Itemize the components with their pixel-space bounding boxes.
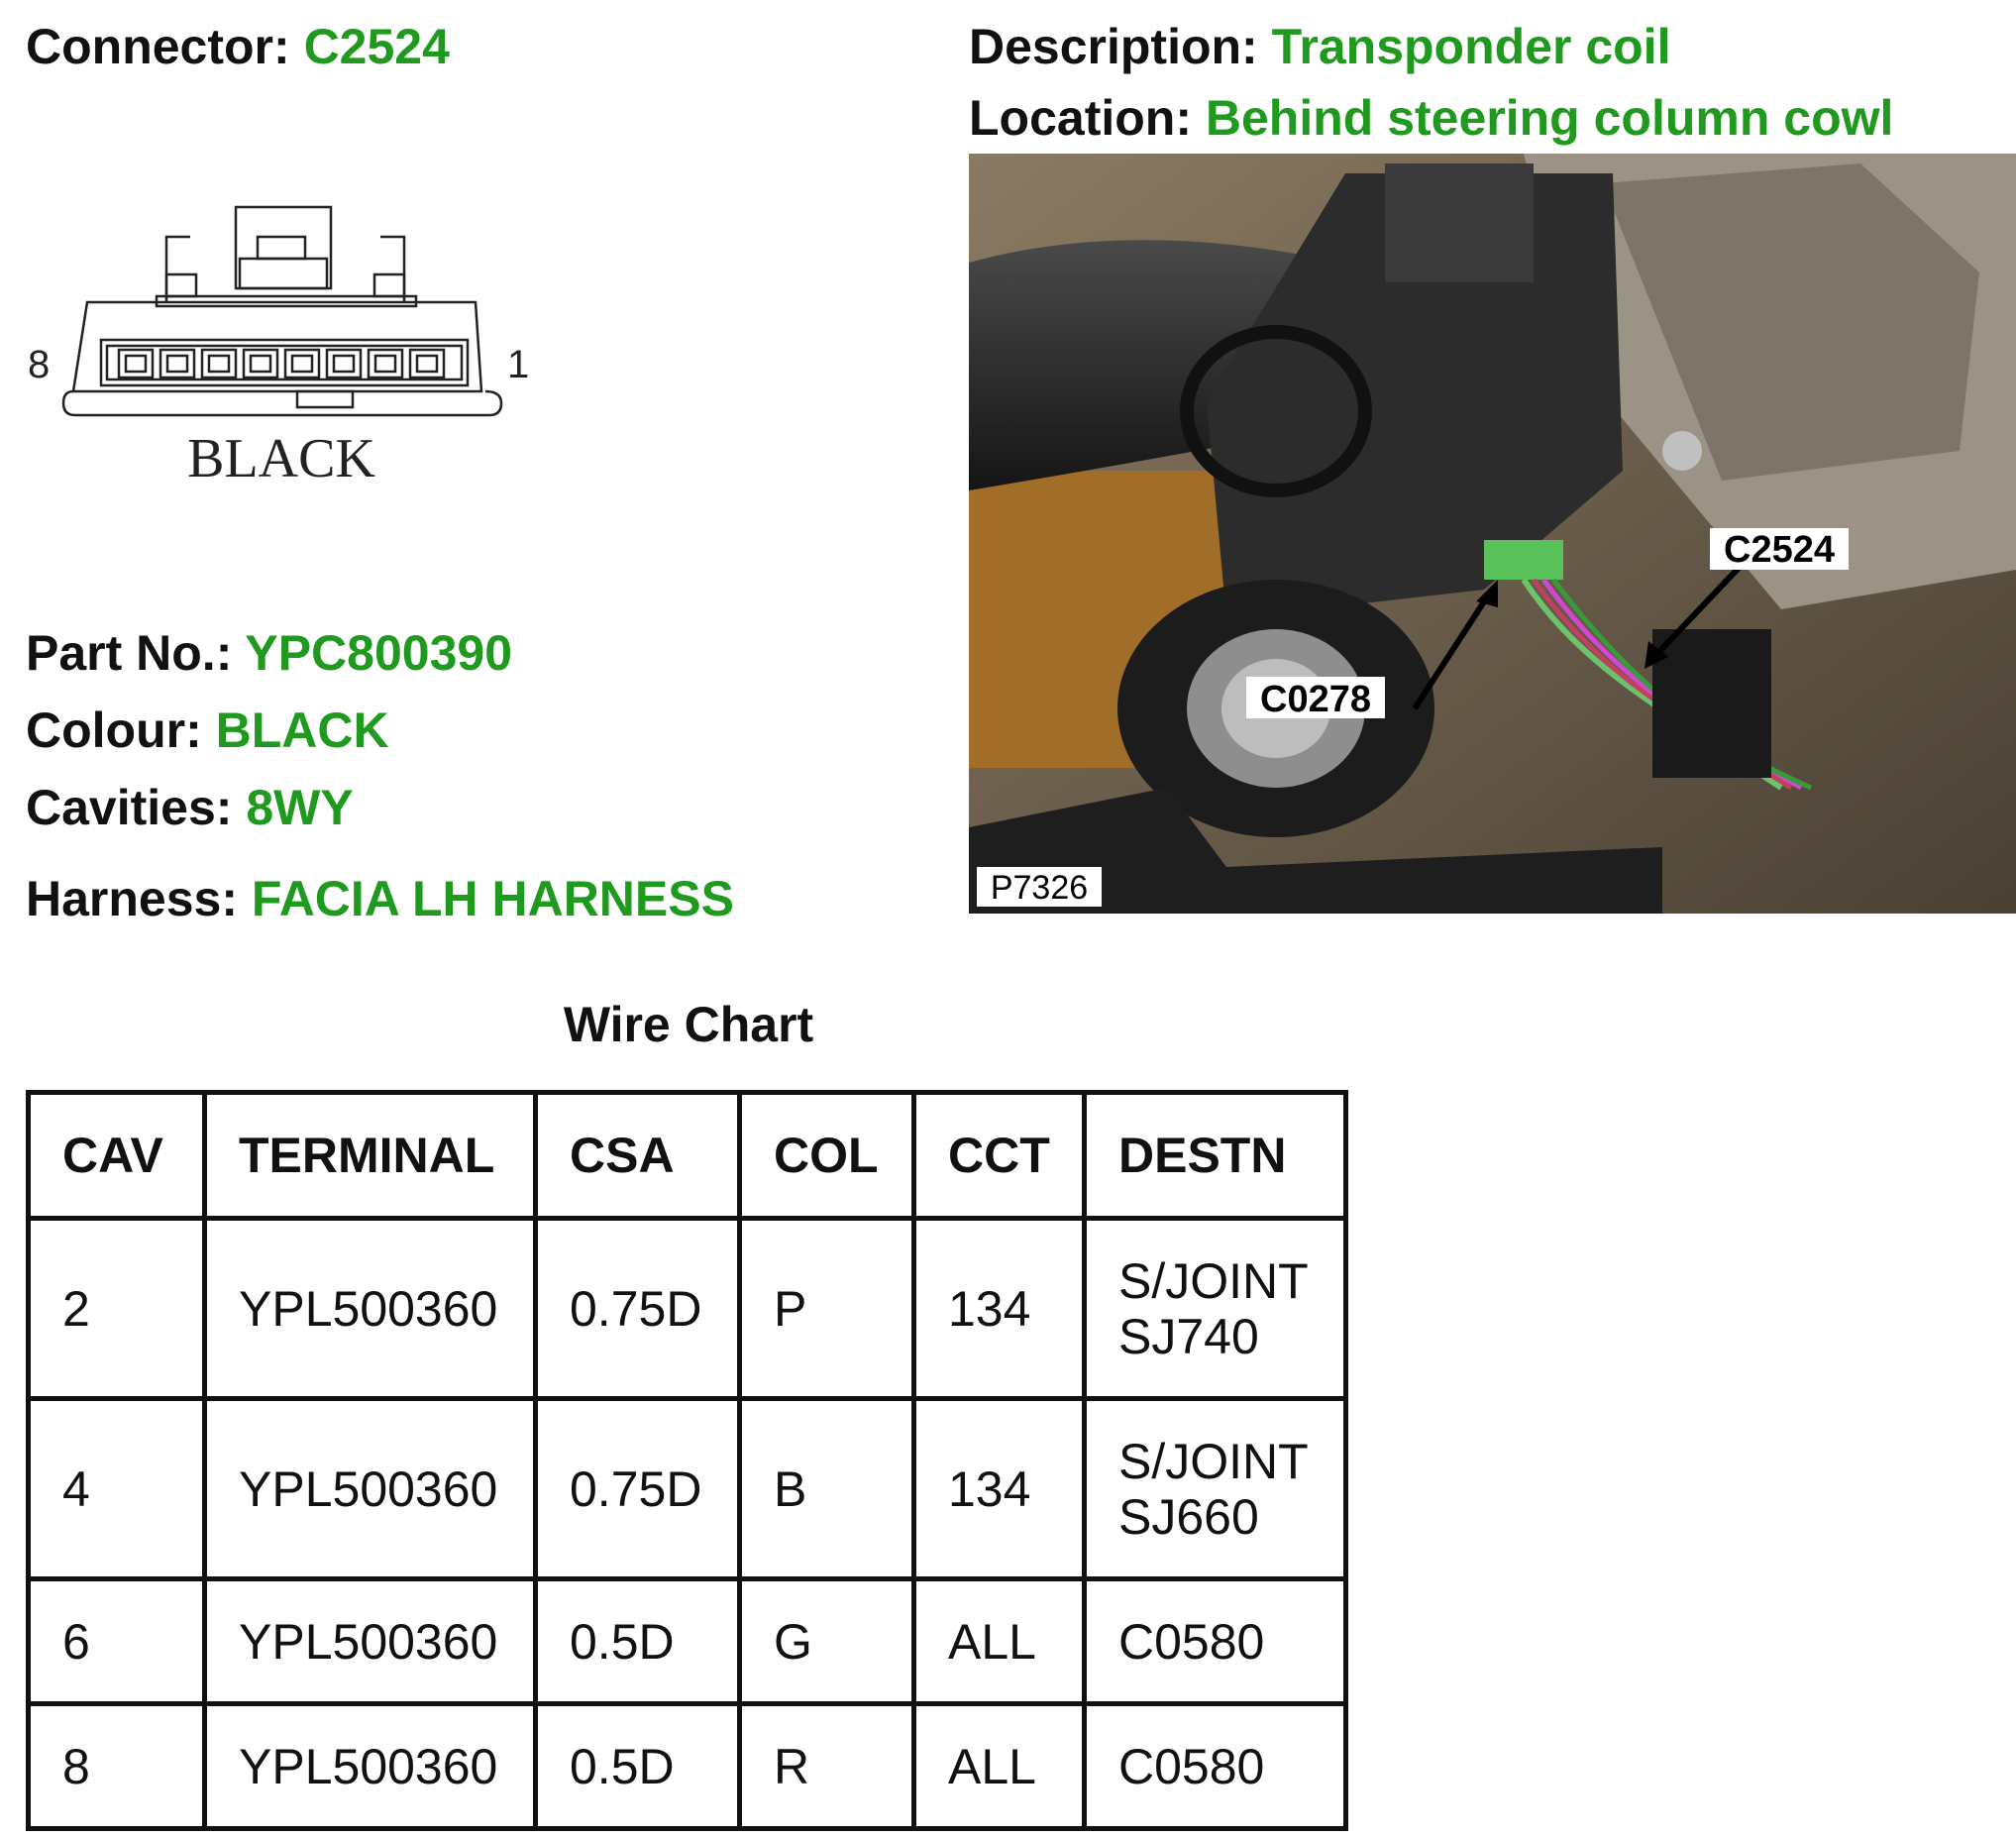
cell-col: R <box>740 1704 914 1829</box>
cell-col: P <box>740 1219 914 1399</box>
cell-csa: 0.5D <box>536 1579 740 1704</box>
description-field <box>969 18 1670 75</box>
cell-csa: 0.75D <box>536 1219 740 1399</box>
location-photo <box>969 154 2016 914</box>
colour-field <box>26 702 389 759</box>
description-label: Description: <box>969 19 1258 74</box>
cell-cct: 134 <box>914 1399 1085 1579</box>
col-header-col: COL <box>740 1093 914 1219</box>
photo-ref: P7326 <box>990 869 1089 907</box>
connector-field <box>26 18 450 75</box>
connector-face-diagram <box>20 193 575 500</box>
table-header-row <box>29 1093 1346 1219</box>
cell-destn: C0580 <box>1085 1579 1346 1704</box>
col-header-csa: CSA <box>536 1093 740 1219</box>
cell-col: B <box>740 1399 914 1579</box>
callout-c2524: C2524 <box>1724 529 1835 571</box>
cell-cct: 134 <box>914 1219 1085 1399</box>
col-header-terminal: TERMINAL <box>205 1093 536 1219</box>
diagram-colour-label: BLACK <box>187 428 375 489</box>
wire-chart-title: Wire Chart <box>563 997 814 1052</box>
col-header-cav: CAV <box>29 1093 205 1219</box>
cell-csa: 0.5D <box>536 1704 740 1829</box>
harness-field <box>26 870 734 927</box>
colour-value: BLACK <box>215 703 389 758</box>
cell-terminal: YPL500360 <box>205 1579 536 1704</box>
cell-cct: ALL <box>914 1704 1085 1829</box>
cavities-label: Cavities: <box>26 780 233 835</box>
part-no-label: Part No.: <box>26 625 233 681</box>
cell-terminal: YPL500360 <box>205 1219 536 1399</box>
cell-cct: ALL <box>914 1579 1085 1704</box>
part-no-value: YPC800390 <box>245 625 513 681</box>
col-header-cct: CCT <box>914 1093 1085 1219</box>
harness-label: Harness: <box>26 871 238 926</box>
cell-destn: S/JOINT SJ660 <box>1085 1399 1346 1579</box>
table-row <box>29 1579 1346 1704</box>
table-row <box>29 1399 1346 1579</box>
harness-value: FACIA LH HARNESS <box>251 871 734 926</box>
colour-label: Colour: <box>26 703 202 758</box>
cell-terminal: YPL500360 <box>205 1399 536 1579</box>
cell-col: G <box>740 1579 914 1704</box>
connector-value: C2524 <box>303 19 450 74</box>
cell-cav: 8 <box>29 1704 205 1829</box>
cell-destn: S/JOINT SJ740 <box>1085 1219 1346 1399</box>
connector-label: Connector: <box>26 19 290 74</box>
cell-cav: 4 <box>29 1399 205 1579</box>
description-value: Transponder coil <box>1271 19 1671 74</box>
cell-cav: 2 <box>29 1219 205 1399</box>
cell-cav: 6 <box>29 1579 205 1704</box>
cell-csa: 0.75D <box>536 1399 740 1579</box>
col-header-destn: DESTN <box>1085 1093 1346 1219</box>
pin-1-label: 1 <box>507 343 530 386</box>
cavities-value: 8WY <box>246 780 354 835</box>
pin-8-label: 8 <box>28 343 51 386</box>
location-label: Location: <box>969 90 1192 146</box>
callout-c0278: C0278 <box>1260 679 1371 720</box>
cell-destn: C0580 <box>1085 1704 1346 1829</box>
cavities-field <box>26 779 354 836</box>
location-field <box>969 89 1893 147</box>
location-value: Behind steering column cowl <box>1205 90 1894 146</box>
table-row <box>29 1219 1346 1399</box>
part-no-field <box>26 624 512 682</box>
wire-chart-table <box>26 1090 1348 1831</box>
table-row <box>29 1704 1346 1829</box>
cell-terminal: YPL500360 <box>205 1704 536 1829</box>
